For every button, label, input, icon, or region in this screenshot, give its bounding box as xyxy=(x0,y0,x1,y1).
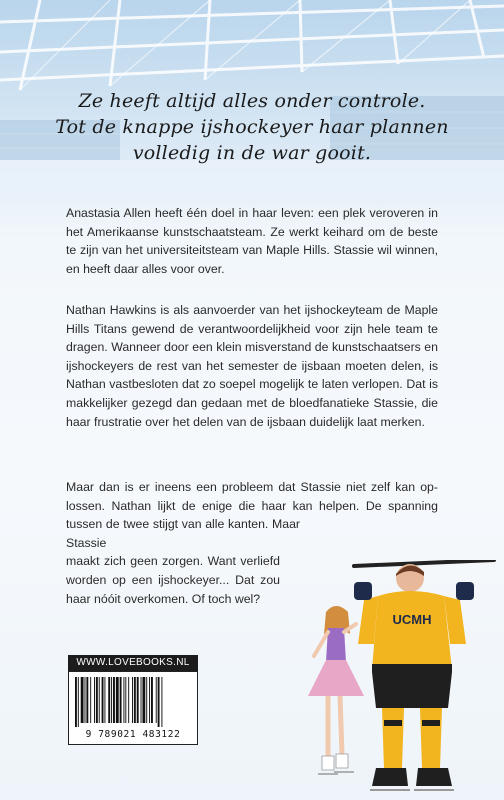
hockey-player-figure xyxy=(354,560,494,790)
blurb-p3-line-1: Maar dan is er ineens een probleem dat Stassie niet zelf kan op- xyxy=(66,480,438,494)
publisher-url: WWW.LOVEBOOKS.NL xyxy=(68,655,198,671)
skaters-illustration xyxy=(298,560,498,800)
blurb-p3-line-2: lossen. Nathan lijkt de enige die haar kan helpen. De spanning xyxy=(66,498,438,513)
barcode-bars xyxy=(75,677,191,727)
jersey-lettering: UCMH xyxy=(392,612,432,627)
blurb-p3-line-3: tussen de twee stijgt van alle kanten. Maar Stassie xyxy=(66,517,300,550)
tagline-line-1: Ze heeft altijd alles onder controle. xyxy=(78,90,426,112)
blurb-paragraph-1: Anastasia Allen heeft één doel in haar leven: een plek veroveren in het Amerikaanse kunstschaatsteam. Ze werkt keihard om de beste te zijn van het universiteitsteam van Maple Hills. Stassie wil winnen, en heeft daar alles voor over. xyxy=(66,206,438,276)
tagline-line-3: volledig in de war gooit. xyxy=(132,142,372,164)
blurb-paragraph-2: Nathan Hawkins is als aanvoerder van het ijshockeyteam de Maple Hills Titans gewend de verantwoordelijkheid voor zijn hele team te dragen. Wanneer door een klein misverstand de kunstschaatsers en ijshockeyers de rest van het semester de ijsbaan moeten delen, is Nathan vastbesloten dat zo soepel mogelijk te laten verlopen. Dat is makkelijker gezegd dan gedaan met de bloedfanatieke Stassie, die haar frustratie over het delen van de ijsbaan duidelijk laat merken. xyxy=(66,303,438,429)
tagline-line-2: Tot de knappe ijshockeyer haar plannen xyxy=(55,116,449,138)
isbn-number: 9 789021 483122 xyxy=(85,729,181,740)
blurb-p3-line-4: maakt zich geen zorgen. Want verliefd xyxy=(66,554,280,569)
figure-skater-figure xyxy=(308,606,364,774)
blurb-p3-line-5: worden op een ijshockeyer... Dat zou xyxy=(66,572,280,587)
isbn-barcode xyxy=(68,671,198,745)
blurb-p3-line-6: haar nóóit overkomen. Of toch wel? xyxy=(66,591,261,606)
